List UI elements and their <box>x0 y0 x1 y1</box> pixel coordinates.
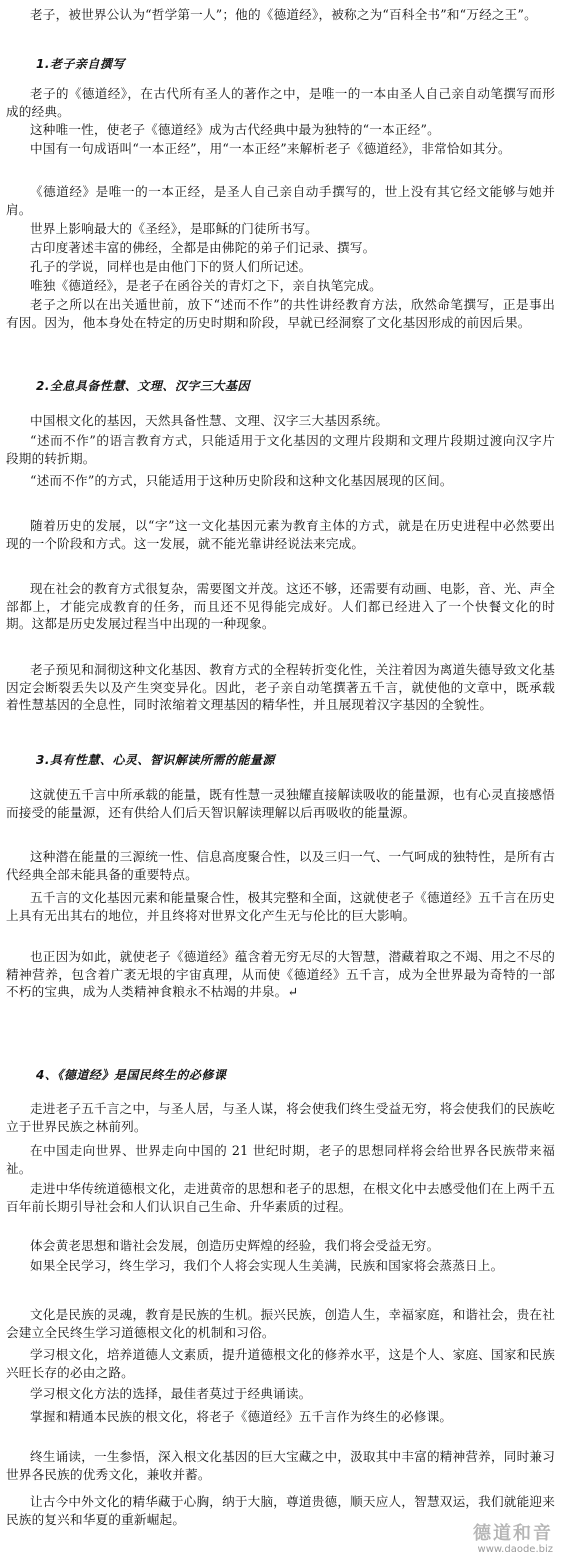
paragraph: 掌握和精通本民族的根文化，将老子《德道经》五千言作为终生的必修课。 <box>30 1409 453 1424</box>
section-heading-4: 4、《德道经》是国民终生的必修课 <box>36 1068 227 1082</box>
paragraph: 老子之所以在出关遁世前，放下“述而不作”的共性讲经教育方法，欣然命笔撰写，正是事出有因。因为，他本身处在特定的历史时期和阶段，早就已经洞察了文化基因形成的前因后果。 <box>6 297 555 330</box>
paragraph: 古印度著述丰富的佛经，全都是由佛陀的弟子们记录、撰写。 <box>30 240 376 255</box>
section-heading-3: 3.具有性慧、心灵、智识解读所需的能量源 <box>36 753 275 767</box>
paragraph: 中国根文化的基因，天然具备性慧、文理、汉字三大基因系统。 <box>30 413 389 428</box>
paragraph: 老子预见和洞彻这种文化基因、教育方式的全程转折变化性，关注着因为离道失德导致文化基因定会断裂丢失以及产生突变异化。因此，老子亲自动笔撰著五千言，就使他的文章中，既承载着性慧基因的全息性，同时浓缩着文理基因的精华性，并且展现着汉字基因的全貌性。 <box>6 662 555 712</box>
paragraph: 学习根文化方法的选择，最佳者莫过于经典诵读。 <box>30 1386 312 1401</box>
paragraph: 唯独《德道经》，是老子在函谷关的青灯之下，亲自执笔完成。 <box>30 278 382 293</box>
watermark <box>473 1525 553 1558</box>
paragraph: 学习根文化，培养道德人文素质，提升道德根文化的修养水平，这是个人、家庭、国家和民族兴旺长存的必由之路。 <box>6 1347 555 1380</box>
paragraph: “述而不作”的语言教育方式，只能适用于文化基因的文理片段期和文理片段期过渡向汉字片段期的转折期。 <box>6 433 555 466</box>
paragraph: 现在社会的教育方式很复杂，需要图文并茂。这还不够，还需要有动画、电影，音、光、声全部都上，才能完成教育的任务，而且还不见得能完成好。人们都已经进入了一个快餐文化的时期。这都是历史发展过程当中出现的一种现象。 <box>6 581 555 631</box>
intro-paragraph: 老子，被世界公认为“哲学第一人”；他的《德道经》，被称之为“百科全书”和“万经之王”。 <box>30 7 537 22</box>
paragraph: 让古今中外文化的精华藏于心胸，纳于大脑，尊道贵德，顺天应人，智慧双运，我们就能迎来民族的复兴和华夏的重新崛起。 <box>6 1494 555 1527</box>
paragraph: 《德道经》是唯一的一本正经，是圣人自己亲自动手撰写的，世上没有其它经文能够与她并肩。 <box>6 184 555 217</box>
paragraph: 在中国走向世界、世界走向中国的 21 世纪时期，老子的思想同样将会给世界各民族带来福祉。 <box>6 1143 555 1176</box>
paragraph: 世界上影响最大的《圣经》，是耶稣的门徒所书写。 <box>30 221 318 236</box>
paragraph: 老子的《德道经》，在古代所有圣人的著作之中，是唯一的一本由圣人自己亲自动笔撰写而形成的经典。 <box>6 86 555 119</box>
paragraph: 也正因为如此，就使老子《德道经》蕴含着无穷无尽的大智慧，潜藏着取之不竭、用之不尽的精神营养，包含着广袤无垠的宇宙真理，从而使《德道经》五千言，成为全世界最为奇特的一部不朽的宝典，成为人类精神食粮永不枯竭的井泉。↵ <box>6 949 555 999</box>
paragraph: 孔子的学说，同样也是由他门下的贤人们所记述。 <box>30 259 312 274</box>
watermark-title: 德道和音 <box>473 1523 553 1544</box>
watermark-url: www.daode.biz <box>477 1543 553 1555</box>
paragraph: 五千言的文化基因元素和能量聚合性，极其完整和全面，这就使老子《德道经》五千言在历史上具有无出其右的地位，并且终将对世界文化产生无与伦比的巨大影响。 <box>6 890 555 923</box>
paragraph: 走进中华传统道德根文化，走进黄帝的思想和老子的思想，在根文化中去感受他们在上两千五百年前长期引导社会和人们认识自己生命、升华素质的过程。 <box>6 1181 555 1214</box>
paragraph: 文化是民族的灵魂，教育是民族的生机。振兴民族，创造人生，幸福家庭，和谐社会，贵在社会建立全民终生学习道德根文化的机制和习俗。 <box>6 1307 555 1340</box>
section-heading-2: 2.全息具备性慧、文理、汉字三大基因 <box>36 379 250 393</box>
paragraph: 走进老子五千言之中，与圣人居，与圣人谋，将会使我们终生受益无穷，将会使我们的民族屹立于世界民族之林前列。 <box>6 1101 555 1134</box>
paragraph: 体会黄老思想和谐社会发展，创造历史辉煌的经验，我们将会受益无穷。 <box>30 1238 440 1253</box>
paragraph: “述而不作”的方式，只能适用于这种历史阶段和这种文化基因展现的区间。 <box>30 473 453 488</box>
paragraph: 这就使五千言中所承载的能量，既有性慧一灵独耀直接解读吸收的能量源，也有心灵直接感悟而接受的能量源，还有供给人们后天智识解读理解以后再吸收的能量源。 <box>6 787 555 820</box>
paragraph: 这种唯一性，使老子《德道经》成为古代经典中最为独特的“一本正经”。 <box>30 122 440 137</box>
paragraph: 这种潜在能量的三源统一性、信息高度聚合性，以及三归一气、一气呵成的独特性，是所有古代经典全部未能具备的重要特点。 <box>6 849 555 882</box>
paragraph: 如果全民学习，终生学习，我们个人将会实现人生美满，民族和国家将会蒸蒸日上。 <box>30 1258 504 1273</box>
paragraph: 随着历史的发展，以“字”这一文化基因元素为教育主体的方式，就是在历史进程中必然要出现的一个阶段和方式。这一发展，就不能光靠讲经说法来完成。 <box>6 518 555 551</box>
paragraph: 中国有一句成语叫“一本正经”，用“一本正经”来解析老子《德道经》，非常恰如其分。 <box>30 141 511 156</box>
paragraph: 终生诵读，一生参悟，深入根文化基因的巨大宝藏之中，汲取其中丰富的精神营养，同时兼习世界各民族的优秀文化，兼收并蓄。 <box>6 1449 555 1482</box>
section-heading-1: 1.老子亲自撰写 <box>36 57 125 71</box>
